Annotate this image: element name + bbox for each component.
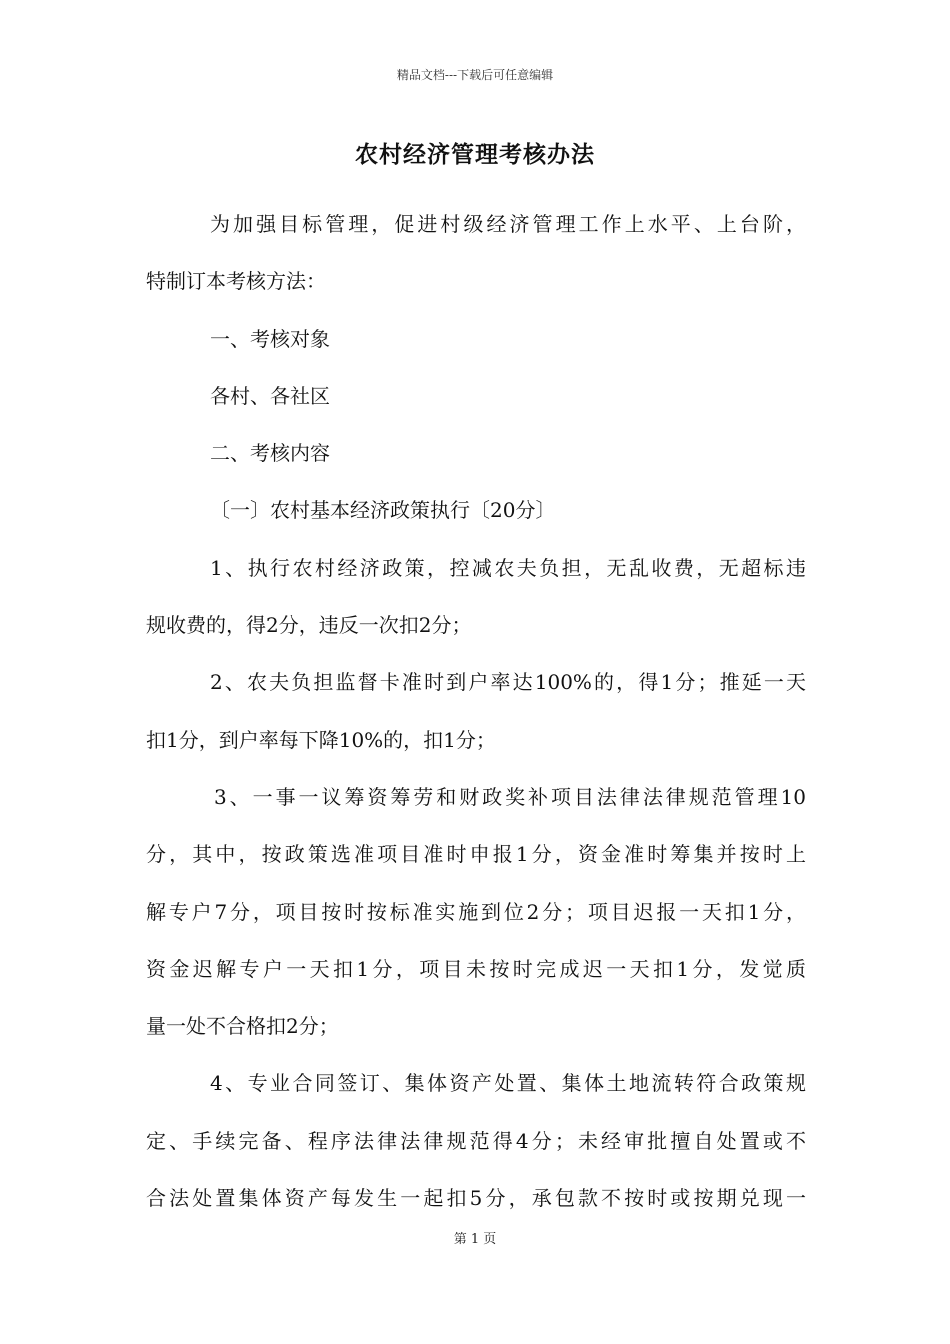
paragraph-line: 解专户7分，项目按时按标准实施到位2分；项目迟报一天扣1分， [146, 899, 806, 924]
paragraph-line: 量一处不合格扣2分； [146, 1014, 339, 1039]
section-heading: 一、考核对象 [210, 326, 330, 351]
document-body [146, 196, 806, 1227]
paragraph-line: 4、专业合同签订、集体资产处置、集体土地流转符合政策规 [210, 1071, 806, 1096]
paragraph-line: 特制订本考核方法： [146, 269, 326, 294]
paragraph-line: 合法处置集体资产每发生一起扣5分，承包款不按时或按期兑现一 [146, 1186, 806, 1211]
section-heading: 二、考核内容 [210, 441, 330, 466]
paragraph-line: 规收费的，得2分，违反一次扣2分； [146, 613, 472, 638]
paragraph-line: 3、一事一议筹资筹劳和财政奖补项目法律法律规范管理10 [214, 784, 806, 809]
paragraph-line: 2、农夫负担监督卡准时到户率达100%的，得1分；推延一天 [210, 670, 806, 695]
document-title: 农村经济管理考核办法 [355, 141, 595, 168]
paragraph-line: 1、执行农村经济政策，控减农夫负担，无乱收费，无超标违 [210, 555, 806, 580]
paragraph-line: 为加强目标管理，促进村级经济管理工作上水平、上台阶， [210, 212, 806, 236]
subsection-heading: 〔一〕农村基本经济政策执行〔20分〕 [210, 498, 556, 523]
page-header: 精品文档---下载后可任意编辑 [396, 68, 554, 82]
paragraph-line: 定、手续完备、程序法律法律规范得4分；未经审批擅自处置或不 [146, 1128, 806, 1153]
paragraph-line: 分，其中，按政策选准项目准时申报1分，资金准时筹集并按时上 [146, 842, 806, 867]
paragraph-line: 各村、各社区 [210, 383, 330, 408]
paragraph-line: 扣1分，到户率每下降10%的，扣1分； [146, 727, 496, 752]
page-number: 第 1 页 [453, 1232, 497, 1247]
paragraph-line: 资金迟解专户一天扣1分，项目未按时完成迟一天扣1分，发觉质 [146, 956, 806, 981]
